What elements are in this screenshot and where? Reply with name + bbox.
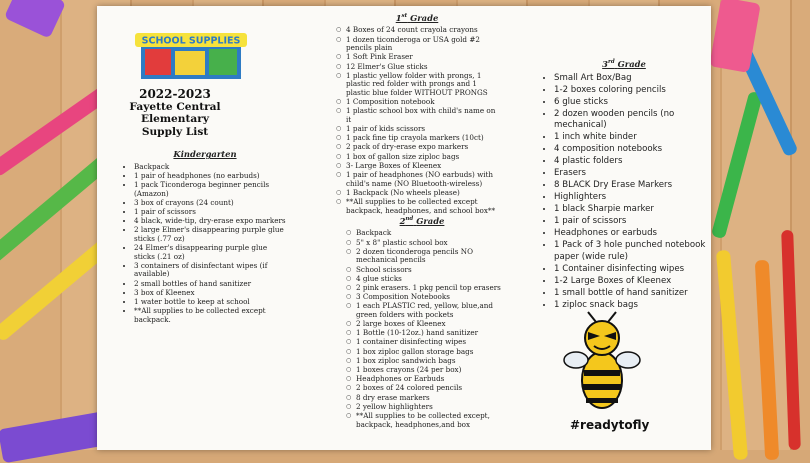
grade2-section [342,215,502,430]
supply-item: ○ 2 boxes of 24 colored pencils [356,384,502,393]
supply-item: ○ 2 dozen ticonderoga pencils NO mechanical pencils [356,248,502,265]
supply-item: • 1-2 boxes coloring pencils [554,85,708,96]
supply-item: ○ 2 pink erasers. 1 pkg pencil top erasers [356,284,502,293]
supply-item: • 1 Pack of 3 hole punched notebook paper (wide rule) [554,240,708,263]
supply-item: • 1 pair of scissors [554,216,708,227]
grade2-list [342,229,502,429]
supply-item: ○ 1 pair of headphones (NO earbuds) with child's name (NO Bluetooth-wireless) [346,171,502,188]
school-supplies-logo [135,33,247,81]
grade1-section [332,12,502,216]
supply-item: • Highlighters [554,192,708,203]
supply-item: • 1 ziploc snack bags [554,300,708,311]
supply-item: • 1 black Sharpie marker [554,204,708,215]
supply-item: ○ 1 box of gallon size ziploc bags [346,153,502,162]
supply-item: • 2 small bottles of hand sanitizer [134,280,290,289]
supply-item: • 6 glue sticks [554,97,708,108]
supply-item: ○ 4 glue sticks [356,275,502,284]
supply-item: • 4 plastic folders [554,156,708,167]
supply-item: ○ 5" x 8" plastic school box [356,239,502,248]
supply-item: • 2 large Elmer's disappearing purple glue sticks (.77 oz) [134,226,290,243]
supply-item: • Headphones or earbuds [554,228,708,239]
supply-item: • 8 BLACK Dry Erase Markers [554,180,708,191]
supply-item: ○ Backpack [356,229,502,238]
supply-item: ○ 1 container disinfecting wipes [356,338,502,347]
supply-item: ○ 1 boxes crayons (24 per box) [356,366,502,375]
logo-text: SCHOOL SUPPLIES [141,35,241,47]
supply-item: ○ 3 Composition Notebooks [356,293,502,302]
yellow-jacket-mascot-icon [562,310,642,415]
supply-item: ○ 3- Large Boxes of Kleenex [346,162,502,171]
supply-item: ○ 1 dozen ticonderoga or USA gold #2 pencils plain [346,36,502,53]
supply-item: ○ 1 each PLASTIC red, yellow, blue,and green folders with pockets [356,302,502,319]
school-year: 2022-2023 [139,87,211,101]
supply-item: ○ 1 Bottle (10-12oz.) hand sanitizer [356,329,502,338]
grade1-list [332,26,502,215]
supply-item: ○ 2 pack of dry-erase expo markers [346,143,502,152]
grade2-heading: 2nd Grade [399,215,445,226]
supply-item: ○ School scissors [356,266,502,275]
grade3-list [540,73,708,311]
supply-item: • 3 box of Kleenex [134,289,290,298]
supply-item: • 1 pair of headphones (no earbuds) [134,172,290,181]
kindergarten-section [120,150,290,325]
supply-item: • 4 black, wide-tip, dry-erase expo markers [134,217,290,226]
page-title [100,88,250,138]
supply-item: • 1 small bottle of hand sanitizer [554,288,708,299]
supply-item: • 3 box of crayons (24 count) [134,199,290,208]
supply-item: ○ Headphones or Earbuds [356,375,502,384]
kindergarten-list [120,163,290,325]
supply-item: ○ 1 plastic school box with child's name on it [346,107,502,124]
supply-item: • 2 dozen wooden pencils (no mechanical) [554,109,708,132]
supply-item: ○ 1 box ziploc sandwich bags [356,357,502,366]
supply-item: • 1 inch white binder [554,132,708,143]
supply-item: • 1 pair of scissors [134,208,290,217]
supply-item: ○ 4 Boxes of 24 count crayola crayons [346,26,502,35]
supply-item: ○ 1 Composition notebook [346,98,502,107]
supply-item: ○ **All supplies to be collected except backpack, headphones, and school box** [346,198,502,215]
kindergarten-heading: Kindergarten [173,149,237,159]
school-name: Fayette Central Elementary [129,100,221,125]
list-subtitle: Supply List [141,125,209,138]
supply-item: • Small Art Box/Bag [554,73,708,84]
supply-item: • 1 water bottle to keep at school [134,298,290,307]
supply-item: • 1-2 Large Boxes of Kleenex [554,276,708,287]
supply-item: • 3 containers of disinfectant wipes (if available) [134,262,290,279]
supply-item: • 24 Elmer's disappearing purple glue sticks (.21 oz) [134,244,290,261]
grade1-heading: 1st Grade [395,12,439,23]
supply-item: ○ 8 dry erase markers [356,394,502,403]
supply-item: • 1 pack Ticonderoga beginner pencils (Amazon) [134,181,290,198]
supply-item: ○ 2 large boxes of Kleenex [356,320,502,329]
supply-item: ○ 1 box ziploc gallon storage bags [356,348,502,357]
supply-item: • 4 composition notebooks [554,144,708,155]
hashtag: #readytofly [570,418,650,432]
supply-item: • Backpack [134,163,290,172]
supply-item: • Erasers [554,168,708,179]
supply-item: ○ **All supplies to be collected except, backpack, headphones,and box [356,412,502,429]
supply-item: ○ 1 plastic yellow folder with prongs, 1 plastic red folder with prongs and 1 plastic blue folder WITHOUT PRONGS [346,72,502,98]
supply-item: ○ 1 Soft Pink Eraser [346,53,502,62]
grade3-section [540,58,708,312]
grade3-heading: 3rd Grade [602,58,646,69]
supply-item: • 1 Container disinfecting wipes [554,264,708,275]
supply-item: ○ 12 Elmer's Glue sticks [346,63,502,72]
supply-item: ○ 1 pair of kids scissors [346,125,502,134]
supply-item: • **All supplies to be collected except backpack. [134,307,290,324]
supply-item: ○ 1 Backpack (No wheels please) [346,189,502,198]
supply-item: ○ 1 pack fine tip crayola markers (10ct) [346,134,502,143]
supply-item: ○ 2 yellow highlighters [356,403,502,412]
